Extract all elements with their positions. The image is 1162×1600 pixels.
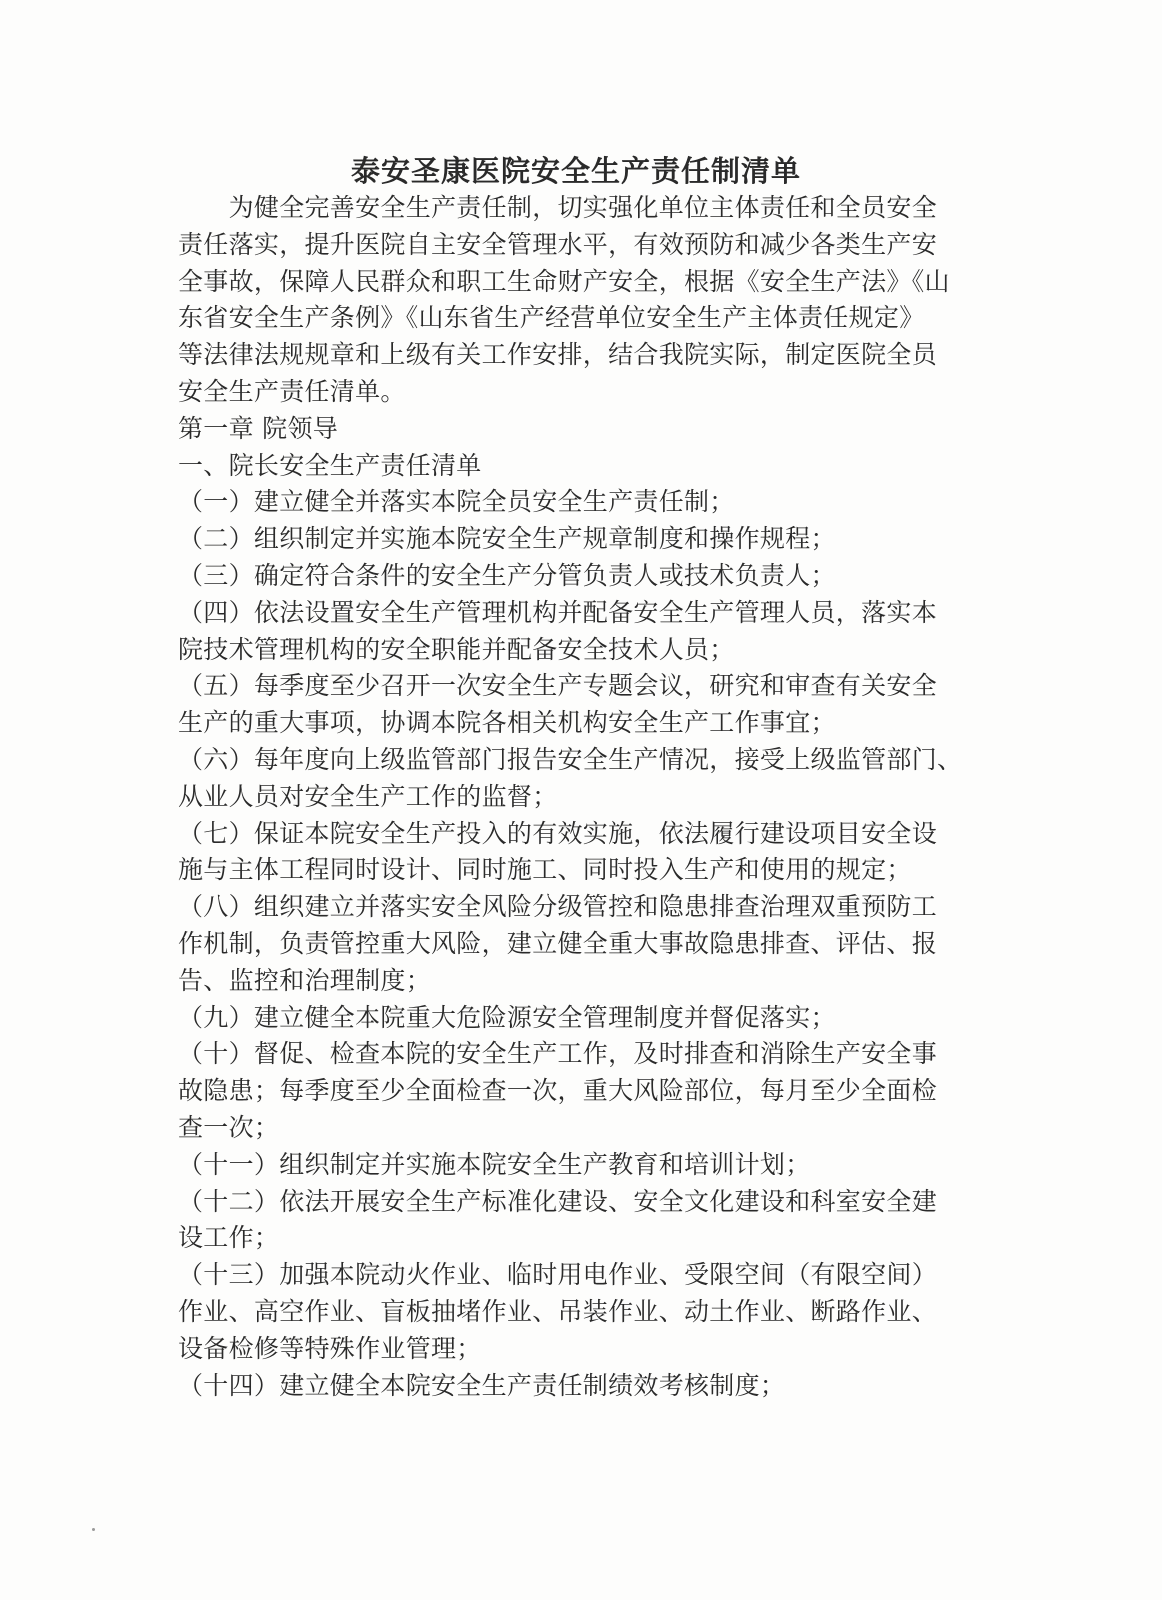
text-line: （三）确定符合条件的安全生产分管负责人或技术负责人； bbox=[178, 560, 836, 590]
text-line: （八）组织建立并落实安全风险分级管控和隐患排查治理双重预防工 bbox=[178, 892, 938, 922]
text-line: 施与主体工程同时设计、同时施工、同时投入生产和使用的规定； bbox=[178, 855, 912, 885]
text-line: 为健全完善安全生产责任制，切实强化单位主体责任和全员安全 bbox=[178, 193, 938, 222]
text-line: 全事故，保障人民群众和职工生命财产安全，根据《安全生产法》《山 bbox=[178, 266, 950, 296]
text-line: 故隐患；每季度至少全面检查一次，重大风险部位，每月至少全面检 bbox=[178, 1076, 938, 1106]
text-line: （一）建立健全并落实本院全员安全生产责任制； bbox=[178, 487, 735, 517]
text-line: 东省安全生产条例》《山东省生产经营单位安全生产主体责任规定》 bbox=[178, 303, 925, 333]
document-lines bbox=[178, 190, 968, 1404]
text-line: 院技术管理机构的安全职能并配备安全技术人员； bbox=[178, 634, 735, 664]
document-body bbox=[178, 152, 968, 1404]
scan-speck bbox=[92, 1528, 95, 1531]
text-line: （七）保证本院安全生产投入的有效实施，依法履行建设项目安全设 bbox=[178, 818, 938, 848]
text-line: 一、院长安全生产责任清单 bbox=[178, 450, 482, 480]
document-title: 泰安圣康医院安全生产责任制清单 bbox=[350, 154, 801, 188]
text-line: 从业人员对安全生产工作的监督； bbox=[178, 781, 558, 811]
text-line: （十三）加强本院动火作业、临时用电作业、受限空间（有限空间） bbox=[178, 1260, 938, 1290]
text-line: （五）每季度至少召开一次安全生产专题会议，研究和审查有关安全 bbox=[178, 671, 938, 701]
text-line: 告、监控和治理制度； bbox=[178, 965, 432, 995]
text-line: （二）组织制定并实施本院安全生产规章制度和操作规程； bbox=[178, 524, 836, 554]
text-line: （四）依法设置安全生产管理机构并配备安全生产管理人员，落实本 bbox=[178, 597, 938, 627]
text-line: （十一）组织制定并实施本院安全生产教育和培训计划； bbox=[178, 1149, 811, 1179]
text-line: 查一次； bbox=[178, 1112, 280, 1142]
text-line: 作机制，负责管控重大风险，建立健全重大事故隐患排查、评估、报 bbox=[178, 928, 938, 958]
text-line: （十）督促、检查本院的安全生产工作，及时排查和消除生产安全事 bbox=[178, 1039, 938, 1069]
text-line: 设工作； bbox=[178, 1223, 280, 1253]
text-line: 责任落实，提升医院自主安全管理水平，有效预防和减少各类生产安 bbox=[178, 229, 938, 259]
text-line: 第一章 院领导 bbox=[178, 413, 339, 443]
text-line: 设备检修等特殊作业管理； bbox=[178, 1333, 482, 1363]
text-line: 等法律法规规章和上级有关工作安排，结合我院实际，制定医院全员 bbox=[178, 340, 938, 370]
text-line: 作业、高空作业、盲板抽堵作业、吊装作业、动土作业、断路作业、 bbox=[178, 1296, 938, 1326]
text-line: （十四）建立健全本院安全生产责任制绩效考核制度； bbox=[178, 1370, 786, 1400]
text-line: 生产的重大事项，协调本院各相关机构安全生产工作事宜； bbox=[178, 708, 836, 738]
text-line: （十二）依法开展安全生产标准化建设、安全文化建设和科室安全建 bbox=[178, 1186, 938, 1216]
text-line: （六）每年度向上级监管部门报告安全生产情况，接受上级监管部门、 bbox=[178, 744, 963, 774]
text-line: 安全生产责任清单。 bbox=[178, 376, 406, 406]
text-line: （九）建立健全本院重大危险源安全管理制度并督促落实； bbox=[178, 1002, 836, 1032]
